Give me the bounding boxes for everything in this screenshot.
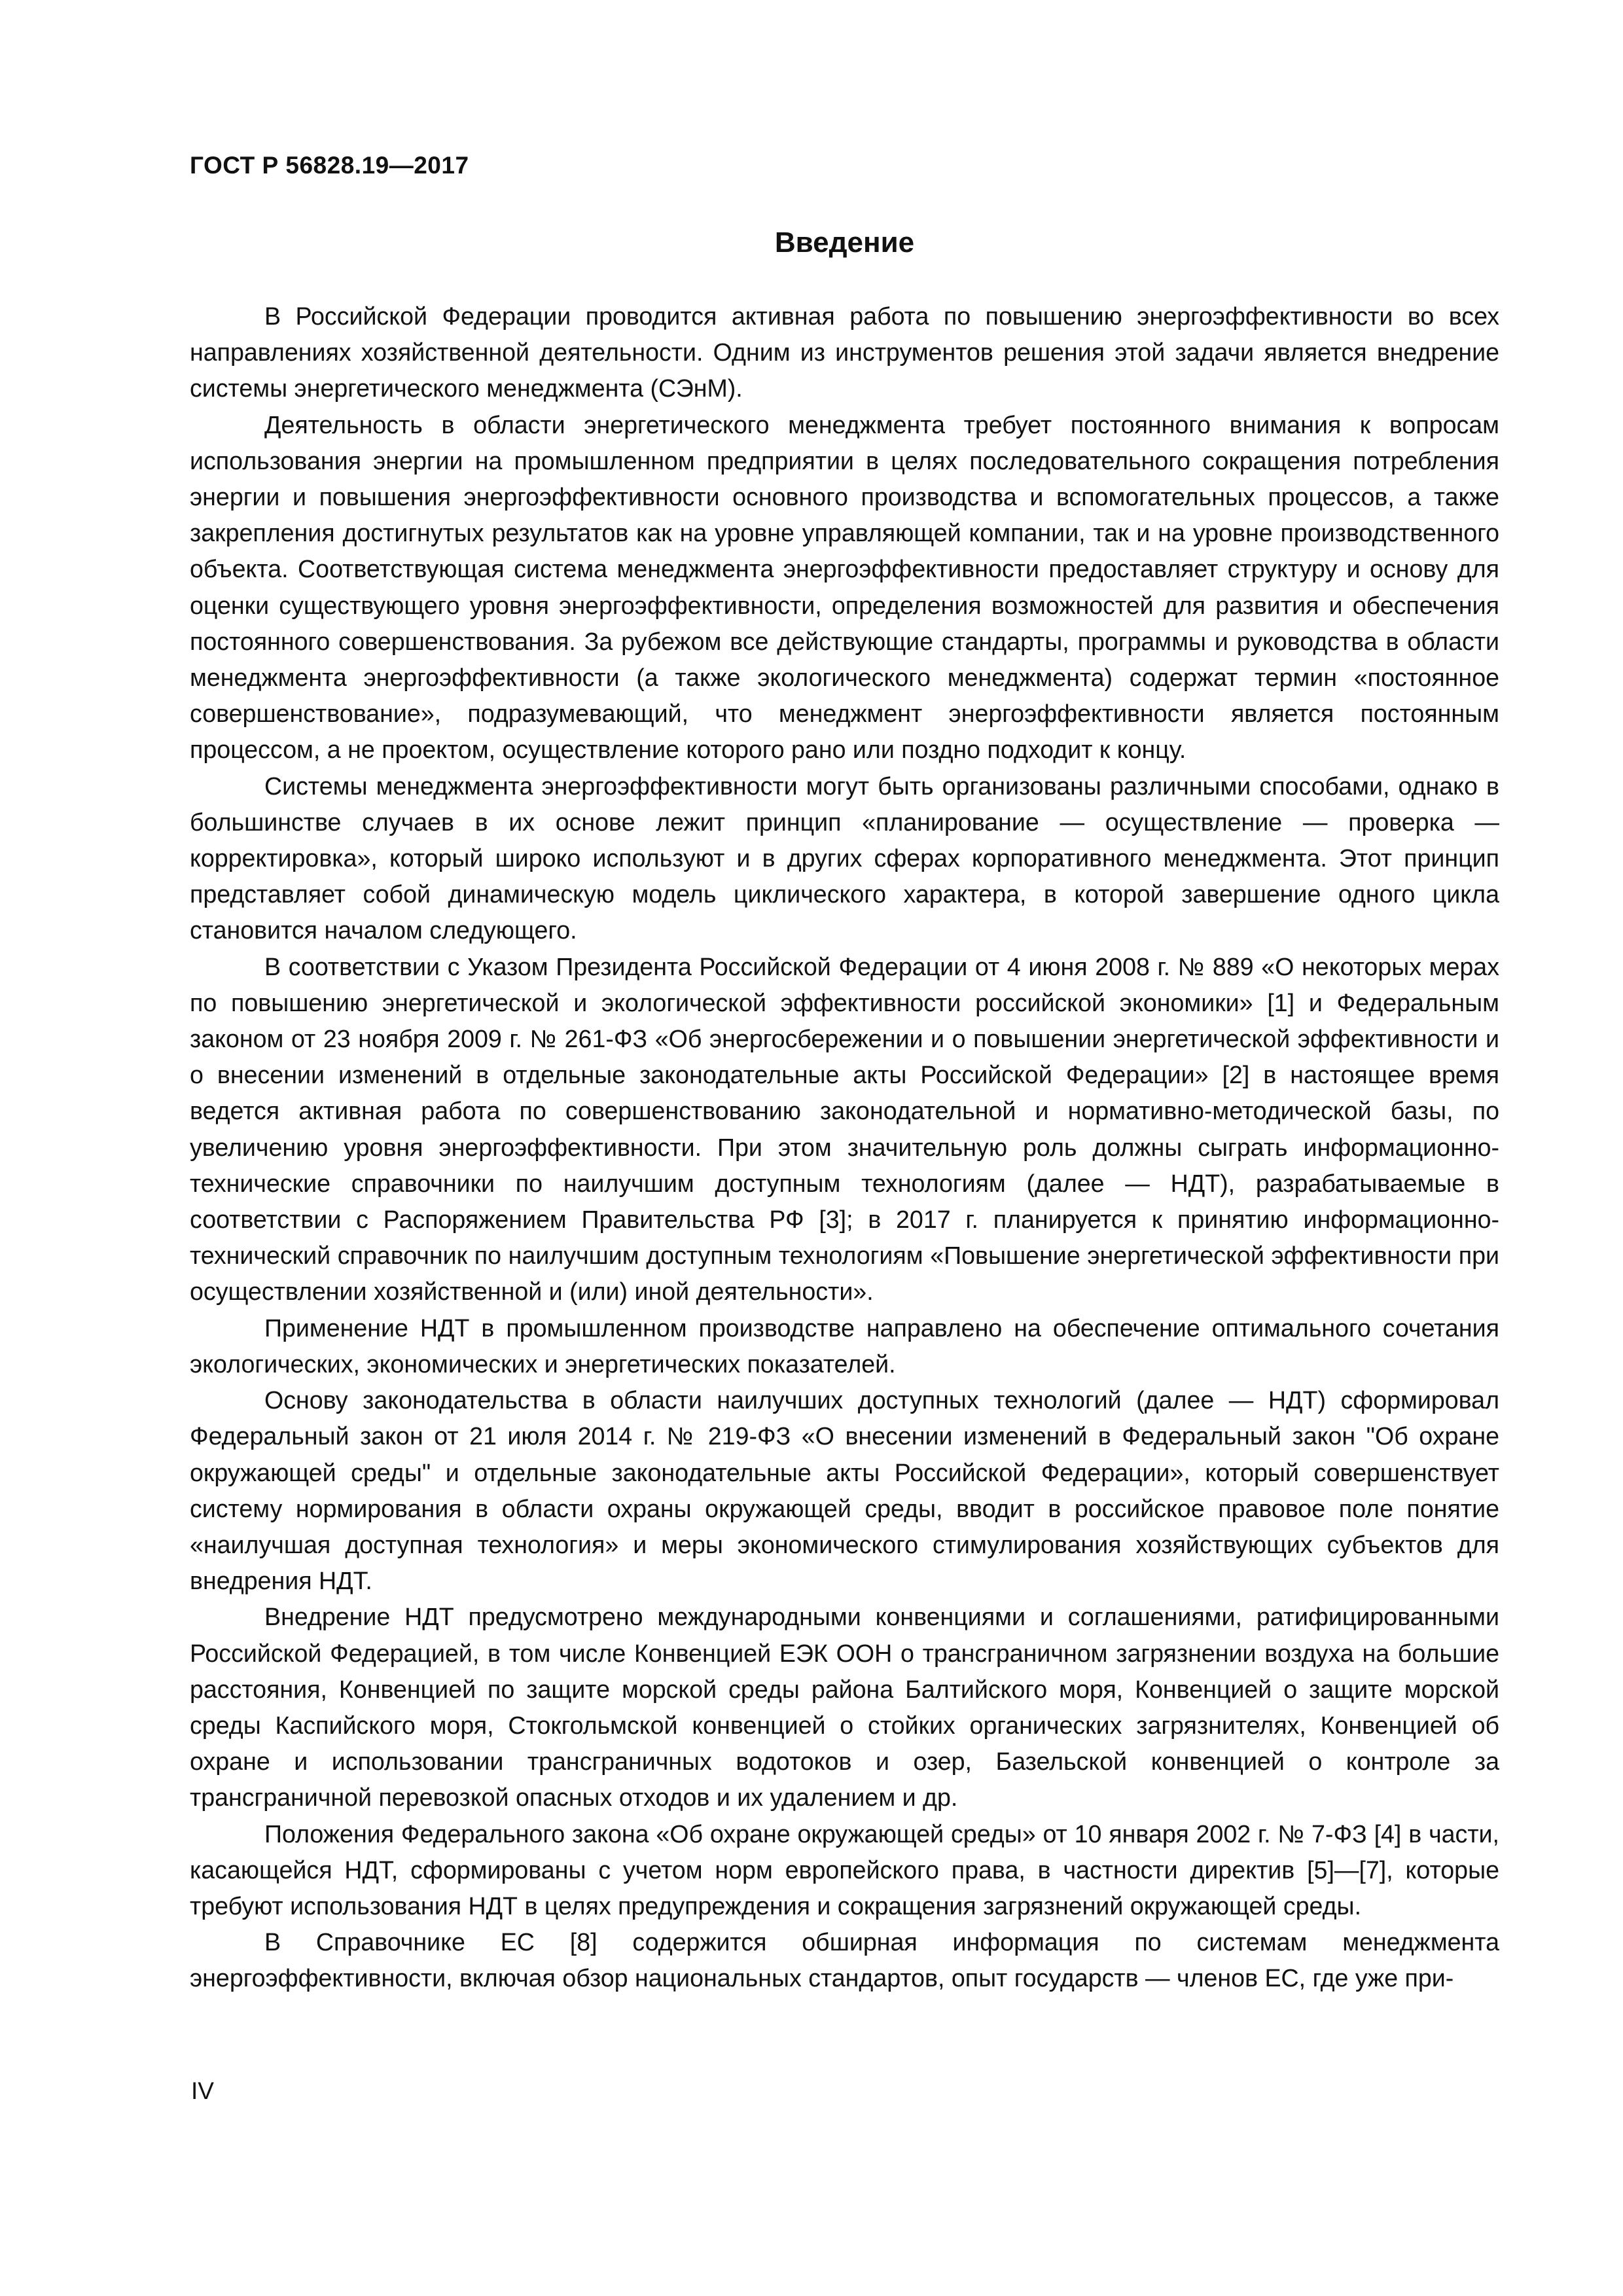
paragraph-2: Деятельность в области энергетического менеджмента требует постоянного внимания к вопросам использования энергии на промышленном предприятии в целях последовательного сокращения потребления энергии и повышения энергоэффективности основного производства и вспомогательных процессов, а также закрепления достигнутых результатов как на уровне управляющей компании, так и на уровне производственного объекта. Соответствующая система менеджмента энергоэффективности предоставляет структуру и основу для оценки существующего уровня энергоэффективности, определения возможностей для развития и обеспечения постоянного совершенствования. За рубежом все действующие стандарты, программы и руководства в области менеджмента энергоэффективности (а также экологического менеджмента) содержат термин «постоянное совершенствование», подразумевающий, что менеджмент энергоэффективности является постоянным процессом, а не проектом, осуществление которого рано или поздно подходит к концу. xyxy=(190,410,1499,764)
page-number: IV xyxy=(191,2077,214,2104)
paragraph-9: В Справочнике ЕС [8] содержится обширная информация по системам менеджмента энергоэффективности, включая обзор национальных стандартов, опыт государств — членов ЕС, где уже при- xyxy=(190,1928,1499,1992)
paragraph-3: Системы менеджмента энергоэффективности могут быть организованы различными способами, однако в большинстве случаев в их основе лежит принцип «планирование — осуществление — проверка — корректировка», который широко используют и в других сферах корпоративного менеджмента. Этот принцип представляет собой динамическую модель циклического характера, в которой завершение одного цикла становится началом следующего. xyxy=(190,772,1499,944)
paragraph-6: Основу законодательства в области наилучших доступных технологий (далее — НДТ) сформировал Федеральный закон от 21 июля 2014 г. № 219-ФЗ «О внесении изменений в Федеральный закон "Об охране окружающей среды" и отдельные законодательные акты Российской Федерации», который совершенствует систему нормирования в области охраны окружающей среды, вводит в российское правовое поле понятие «наилучшая доступная технология» и меры экономического стимулирования хозяйствующих субъектов для внедрения НДТ. xyxy=(190,1386,1499,1595)
paragraph-5: Применение НДТ в промышленном производстве направлено на обеспечение оптимального сочетания экологических, экономических и энергетических показателей. xyxy=(190,1314,1499,1378)
paragraph-7: Внедрение НДТ предусмотрено международными конвенциями и соглашениями, ратифицированными Российской Федерацией, в том числе Конвенцией ЕЭК ООН о трансграничном загрязнении воздуха на большие расстояния, Конвенцией по защите морской среды района Балтийского моря, Конвенцией о защите морской среды Каспийского моря, Стокгольмской конвенцией о стойких органических загрязнителях, Конвенцией об охране и использовании трансграничных водотоков и озер, Базельской конвенцией о контроле за трансграничной перевозкой опасных отходов и их удалением и др. xyxy=(190,1603,1499,1812)
paragraph-1: В Российской Федерации проводится активная работа по повышению энергоэффективности во всех направлениях хозяйственной деятельности. Одним из инструментов решения этой задачи является внедрение системы энергетического менеджмента (СЭнМ). xyxy=(190,302,1499,403)
section-title: Введение xyxy=(774,226,915,259)
section-body xyxy=(190,298,1499,1997)
paragraph-8: Положения Федерального закона «Об охране окружающей среды» от 10 января 2002 г. № 7-ФЗ [4] в части, касающейся НДТ, сформированы с учетом норм европейского права, в частности директив [5]—[7], которые требуют использования НДТ в целях предупреждения и сокращения загрязнений окружающей среды. xyxy=(190,1820,1499,1920)
document-code-header: ГОСТ Р 56828.19—2017 xyxy=(190,152,469,179)
paragraph-4: В соответствии с Указом Президента Российской Федерации от 4 июня 2008 г. № 889 «О некоторых мерах по повышению энергетической и экологической эффективности российской экономики» [1] и Федеральным законом от 23 ноября 2009 г. № 261-ФЗ «Об энергосбережении и о повышении энергетической эффективности и о внесении изменений в отдельные законодательные акты Российской Федерации» [2] в настоящее время ведется активная работа по совершенствованию законодательной и нормативно-методической базы, по увеличению уровня энергоэффективности. При этом значительную роль должны сыграть информационно-технические справочники по наилучшим доступным технологиям (далее — НДТ), разрабатываемые в соответствии с Распоряжением Правительства РФ [3]; в 2017 г. планируется к принятию информационно-технический справочник по наилучшим доступным технологиям «Повышение энергетической эффективности при осуществлении хозяйственной и (или) иной деятельности». xyxy=(190,952,1499,1306)
